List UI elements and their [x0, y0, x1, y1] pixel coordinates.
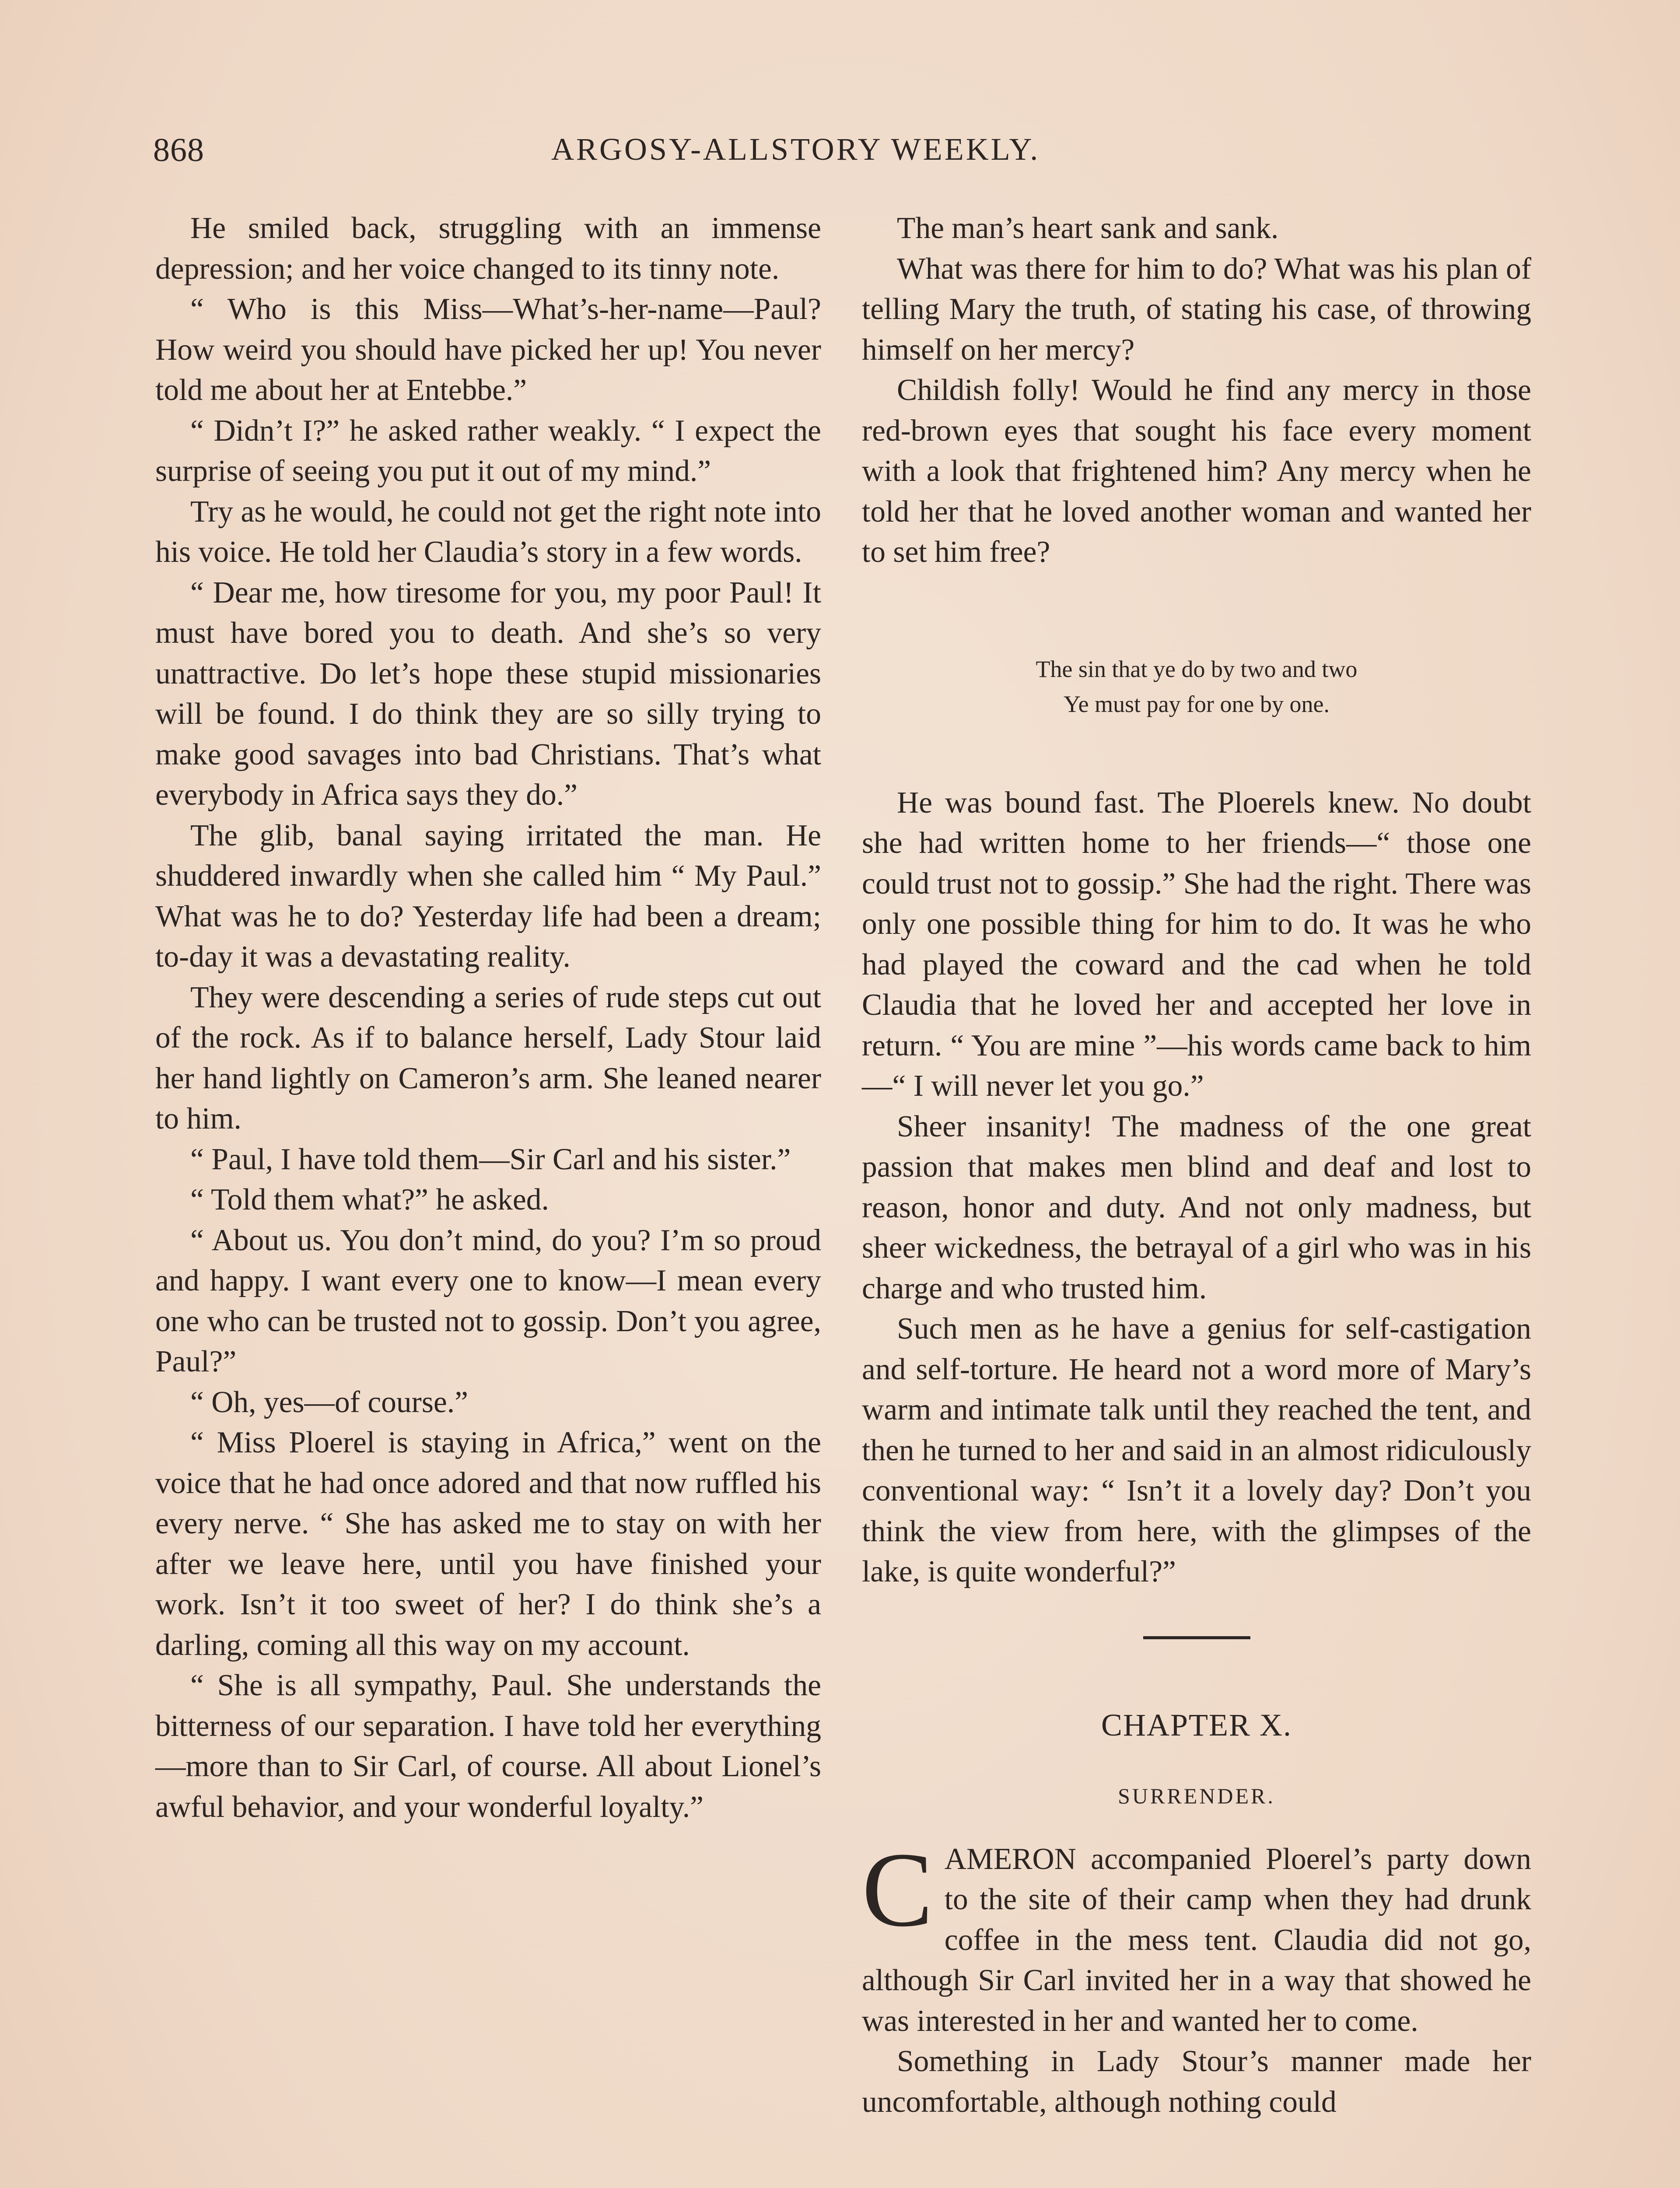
right-column [862, 208, 1531, 2122]
paragraph: He smiled back, struggling with an immense depression; and her voice changed to its tinny note. [155, 211, 821, 286]
paragraph: “ Who is this Miss—What’s-her-name—Paul? How weird you should have picked her up! You never told me about her at Entebbe.” [155, 292, 821, 407]
paragraph: “ Oh, yes—of course.” [190, 1385, 468, 1419]
chapter-opening-paragraph [862, 1830, 1531, 2042]
chapter-subtitle: SURRENDER. [1118, 1784, 1275, 1808]
page-number: 868 [153, 132, 204, 168]
paragraph: “ Told them what?” he asked. [190, 1183, 549, 1217]
paragraph: “ Miss Ploerel is staying in Africa,” went on the voice that he had once adored and that now ruffled his every nerve. “ She has asked me to stay on with her after we leave here, until you have finished your work. Isn’t it too sweet of her? I do think she’s a darling, coming all this way on my account. [155, 1426, 821, 1662]
paragraph: Try as he would, he could not get the right note into his voice. He told her Claudia’s story in a few words. [155, 494, 821, 569]
chapter-opening-text: AMERON accompanied Ploerel’s party down to the site of their camp when they had drunk coffee in the mess tent. Claudia did not go, although Sir Carl invited her in a way that showed he was interested in her and wanted her to come. [862, 1842, 1531, 2038]
paragraph: The glib, banal saying irritated the man. He shuddered inwardly when she called him “ My Paul.” What was he to do? Yesterday life had been a dream; to-day it was a devastating reality. [155, 818, 821, 974]
verse-line: Ye must pay for one by one. [1064, 691, 1330, 717]
paragraph: “ Didn’t I?” he asked rather weakly. “ I expect the surprise of seeing you put it out of my mind.” [155, 414, 821, 488]
running-head: ARGOSY-ALLSTORY WEEKLY. [551, 132, 1040, 167]
paragraph: Something in Lady Stour’s manner made her uncomfortable, although nothing could [862, 2044, 1531, 2119]
verse-line: The sin that ye do by two and two [1036, 656, 1358, 682]
paragraph: They were descending a series of rude steps cut out of the rock. As if to balance herself, Lady Stour laid her hand lightly on Cameron’s arm. She leaned nearer to him. [155, 980, 821, 1136]
section-divider [1143, 1636, 1250, 1639]
paragraph: The man’s heart sank and sank. [897, 211, 1279, 245]
verse-quote [862, 652, 1531, 722]
paragraph: Such men as he have a genius for self-castigation and self-torture. He heard not a word more of Mary’s warm and intimate talk until they reached the tent, and then he turned to her and said in an almost ridiculously conventional way: “ Isn’t it a lovely day? Don’t you think the view from here, with the glimpses of the lake, is quite wonderful?” [862, 1312, 1531, 1588]
chapter-title: CHAPTER X. [1101, 1707, 1292, 1743]
left-column [155, 208, 821, 1827]
paragraph: What was there for him to do? What was his plan of telling Mary the truth, of stating his case, of throwing himself on her mercy? [862, 252, 1531, 367]
paragraph: “ She is all sympathy, Paul. She understands the bitterness of our separation. I have told her everything—more than to Sir Carl, of course. All about Lionel’s awful behavior, and your wonderful loyalty.” [155, 1669, 821, 1824]
paragraph: Childish folly! Would he find any mercy in those red-brown eyes that sought his face every moment with a look that frightened him? Any mercy when he told her that he loved another woman and wanted her to set him free? [862, 373, 1531, 569]
paragraph: “ Paul, I have told them—Sir Carl and his sister.” [190, 1142, 791, 1176]
paragraph: “ About us. You don’t mind, do you? I’m so proud and happy. I want every one to know—I mean every one who can be trusted not to gossip. Don’t you agree, Paul?” [155, 1223, 821, 1378]
paragraph: Sheer insanity! The madness of the one great passion that makes men blind and deaf and lost to reason, honor and duty. And not only madness, but sheer wickedness, the betrayal of a girl who was in his charge and who trusted him. [862, 1109, 1531, 1305]
paragraph: “ Dear me, how tiresome for you, my poor Paul! It must have bored you to death. And she’s so very unattractive. Do let’s hope these stupid missionaries will be found. I do think they are so silly trying to make good savages into bad Christians. That’s what everybody in Africa says they do.” [155, 575, 821, 812]
paragraph: He was bound fast. The Ploerels knew. No doubt she had written home to her friends—“ those one could trust not to gossip.” She had the right. There was only one possible thing for him to do. It was he who had played the coward and the cad when he told Claudia that he loved her and accepted her love in return. “ You are mine ”—his words came back to him—“ I will never let you go.” [862, 785, 1531, 1103]
drop-cap: C [862, 1830, 933, 1949]
